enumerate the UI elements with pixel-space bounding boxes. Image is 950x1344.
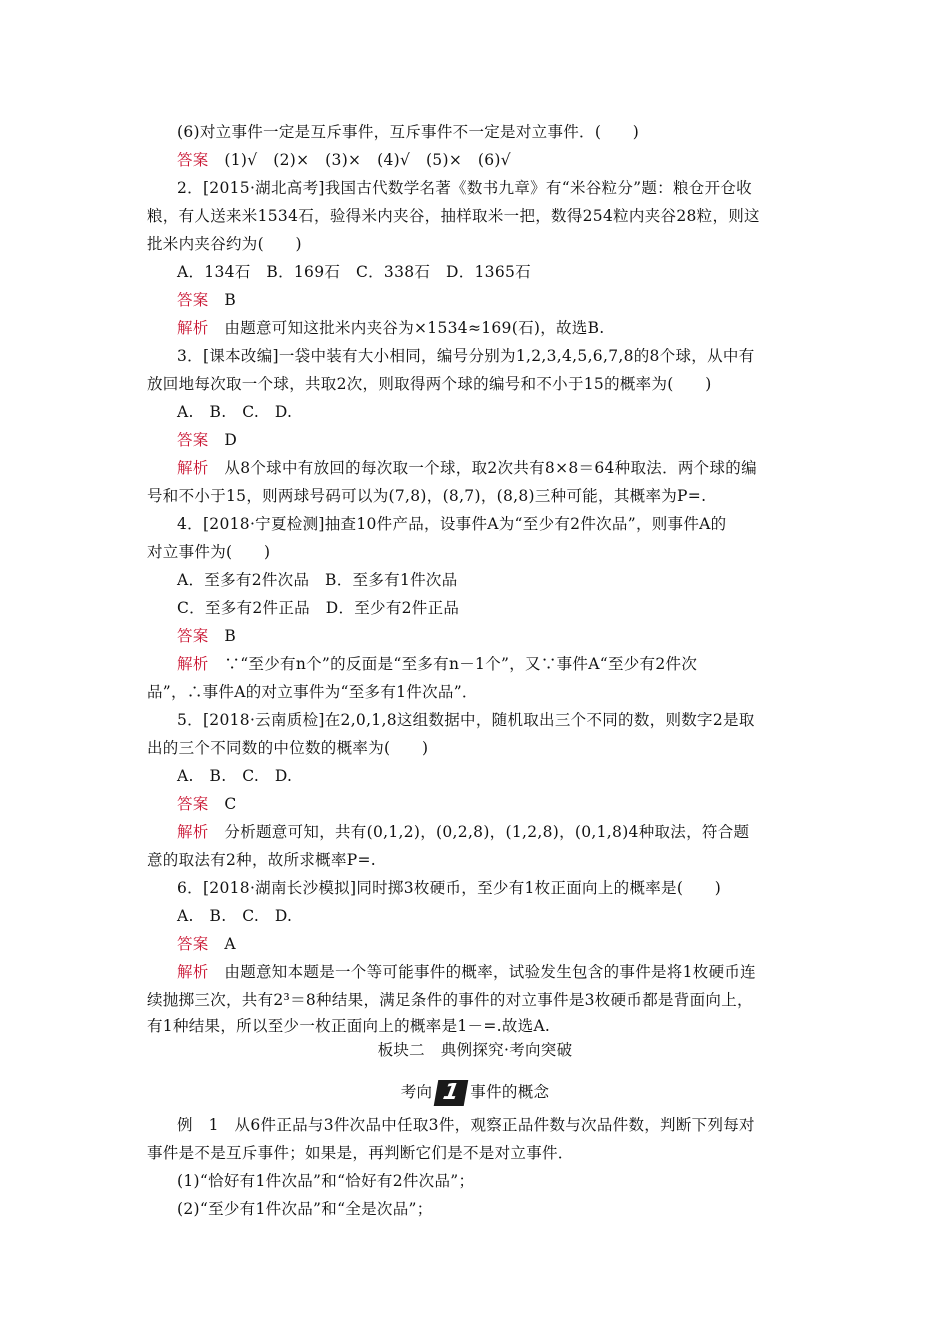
line-text: 3．[课本改编]一袋中装有大小相同，编号分别为1,2,3,4,5,6,7,8的8个球，从中有 bbox=[177, 347, 755, 365]
text-line bbox=[177, 766, 292, 786]
answer-line bbox=[177, 290, 236, 310]
line-text: B bbox=[208, 627, 237, 645]
line-text: A bbox=[208, 935, 236, 953]
line-text: A. B. C. D. bbox=[177, 403, 293, 421]
text-line bbox=[177, 514, 726, 534]
line-text: A．至多有2件次品 B．至多有1件次品 bbox=[177, 571, 458, 589]
line-text: 由题意知本题是一个等可能事件的概率，试验发生包含的事件是将1枚硬币连 bbox=[208, 963, 756, 981]
line-text: 由题意可知这批米内夹谷为×1534≈169(石)，故选B. bbox=[208, 319, 605, 337]
line-text: 粮，有人送来米1534石，验得米内夹谷，抽样取米一把，数得254粒内夹谷28粒，则这 bbox=[147, 207, 760, 225]
line-text: A. B. C. D. bbox=[177, 907, 293, 925]
text-line bbox=[177, 906, 292, 926]
line-text: 品”，∴事件A的对立事件为“至多有1件次品”． bbox=[147, 683, 478, 701]
line-text: (1)√ (2)× (3)× (4)√ (5)× (6)√ bbox=[208, 151, 511, 169]
line-text: 对立事件为( ) bbox=[147, 543, 271, 561]
analysis-label: 解析 bbox=[177, 823, 209, 841]
text-line bbox=[177, 878, 721, 898]
text-line bbox=[147, 234, 302, 254]
text-line bbox=[177, 178, 752, 198]
text-line bbox=[147, 206, 760, 226]
line-text: 批米内夹谷约为( ) bbox=[147, 235, 302, 253]
text-line bbox=[177, 346, 755, 366]
text-line bbox=[177, 570, 458, 590]
topic-number-icon: 1 bbox=[434, 1080, 469, 1106]
topic-prefix: 考向 bbox=[400, 1083, 433, 1101]
answer-line bbox=[177, 934, 236, 954]
text-line bbox=[147, 850, 376, 870]
analysis-label: 解析 bbox=[177, 459, 209, 477]
answer-label: 答案 bbox=[177, 935, 209, 953]
line-text: 放回地每次取一个球，共取2次，则取得两个球的编号和不小于15的概率为( ) bbox=[147, 375, 712, 393]
line-text: (2)“至少有1件次品”和“全是次品”； bbox=[177, 1200, 433, 1218]
line-text: A. B. C. D. bbox=[177, 767, 293, 785]
line-text: 例 1 从6件正品与3件次品中任取3件，观察正品件数与次品件数，判断下列每对 bbox=[177, 1116, 755, 1134]
text-line bbox=[147, 1016, 550, 1036]
answer-line bbox=[177, 654, 697, 674]
line-text: ∵“至少有n个”的反面是“至多有n－1个”，又∵事件A“至少有2件次 bbox=[208, 655, 698, 673]
line-text: 有1种结果，所以至少一枚正面向上的概率是1－=.故选A. bbox=[147, 1017, 551, 1035]
line-text: 分析题意可知，共有(0,1,2)，(0,2,8)，(1,2,8)，(0,1,8)4种取法，符合题 bbox=[208, 823, 750, 841]
text-line bbox=[147, 1143, 574, 1163]
text-line bbox=[147, 682, 478, 702]
answer-line bbox=[177, 626, 236, 646]
section-title: 板块二 典例探究·考向突破 bbox=[377, 1041, 573, 1059]
text-line bbox=[177, 122, 639, 142]
text-line bbox=[177, 1199, 433, 1219]
line-text: 6．[2018·湖南长沙模拟]同时掷3枚硬币，至少有1枚正面向上的概率是( ) bbox=[177, 879, 722, 897]
answer-line bbox=[177, 458, 757, 478]
answer-label: 答案 bbox=[177, 291, 209, 309]
text-line bbox=[147, 542, 270, 562]
analysis-label: 解析 bbox=[177, 655, 209, 673]
line-text: 4．[2018·宁夏检测]抽查10件产品，设事件A为“至少有2件次品”，则事件A的 bbox=[177, 515, 727, 533]
line-text: C bbox=[208, 795, 237, 813]
line-text: 意的取法有2种，故所求概率P=. bbox=[147, 851, 377, 869]
line-text: D bbox=[208, 431, 238, 449]
text-line bbox=[177, 402, 292, 422]
answer-line bbox=[177, 318, 605, 338]
line-text: (6)对立事件一定是互斥事件，互斥事件不一定是对立事件．( ) bbox=[177, 123, 640, 141]
line-text: 续抛掷三次，共有2³＝8种结果，满足条件的事件的对立事件是3枚硬币都是背面向上， bbox=[147, 991, 753, 1009]
answer-line bbox=[177, 430, 237, 450]
answer-label: 答案 bbox=[177, 627, 209, 645]
line-text: 事件是不是互斥事件；如果是，再判断它们是不是对立事件． bbox=[147, 1144, 574, 1162]
text-line bbox=[147, 486, 706, 506]
text-line bbox=[177, 262, 531, 282]
line-text: 2．[2015·湖北高考]我国古代数学名著《数书九章》有“米谷粒分”题：粮仓开仓收 bbox=[177, 179, 752, 197]
text-line bbox=[177, 598, 459, 618]
answer-line bbox=[177, 794, 237, 814]
answer-line bbox=[177, 822, 749, 842]
line-text: A．134石 B．169石 C．338石 D．1365石 bbox=[177, 263, 531, 281]
line-text: 出的三个不同数的中位数的概率为( ) bbox=[147, 739, 429, 757]
analysis-label: 解析 bbox=[177, 319, 209, 337]
text-line bbox=[177, 1171, 474, 1191]
line-text: (1)“恰好有1件次品”和“恰好有2件次品”； bbox=[177, 1172, 475, 1190]
text-line bbox=[147, 990, 753, 1010]
answer-line bbox=[177, 150, 511, 170]
line-text: B bbox=[208, 291, 237, 309]
text-line bbox=[177, 710, 755, 730]
line-text: 号和不小于15，则两球号码可以为(7,8)，(8,7)，(8,8)三种可能，其概率为P=. bbox=[147, 487, 707, 505]
line-text: C．至多有2件正品 D．至少有2件正品 bbox=[177, 599, 460, 617]
text-line bbox=[147, 374, 712, 394]
topic-heading bbox=[0, 1080, 950, 1106]
text-line bbox=[177, 1115, 755, 1135]
answer-label: 答案 bbox=[177, 431, 209, 449]
line-text: 从8个球中有放回的每次取一个球，取2次共有8×8＝64种取法．两个球的编 bbox=[208, 459, 757, 477]
topic-title: 事件的概念 bbox=[470, 1083, 550, 1101]
answer-line bbox=[177, 962, 756, 982]
line-text: 5．[2018·云南质检]在2,0,1,8这组数据中，随机取出三个不同的数，则数字2是取 bbox=[177, 711, 755, 729]
answer-label: 答案 bbox=[177, 795, 209, 813]
analysis-label: 解析 bbox=[177, 963, 209, 981]
answer-label: 答案 bbox=[177, 151, 209, 169]
text-line bbox=[147, 738, 428, 758]
